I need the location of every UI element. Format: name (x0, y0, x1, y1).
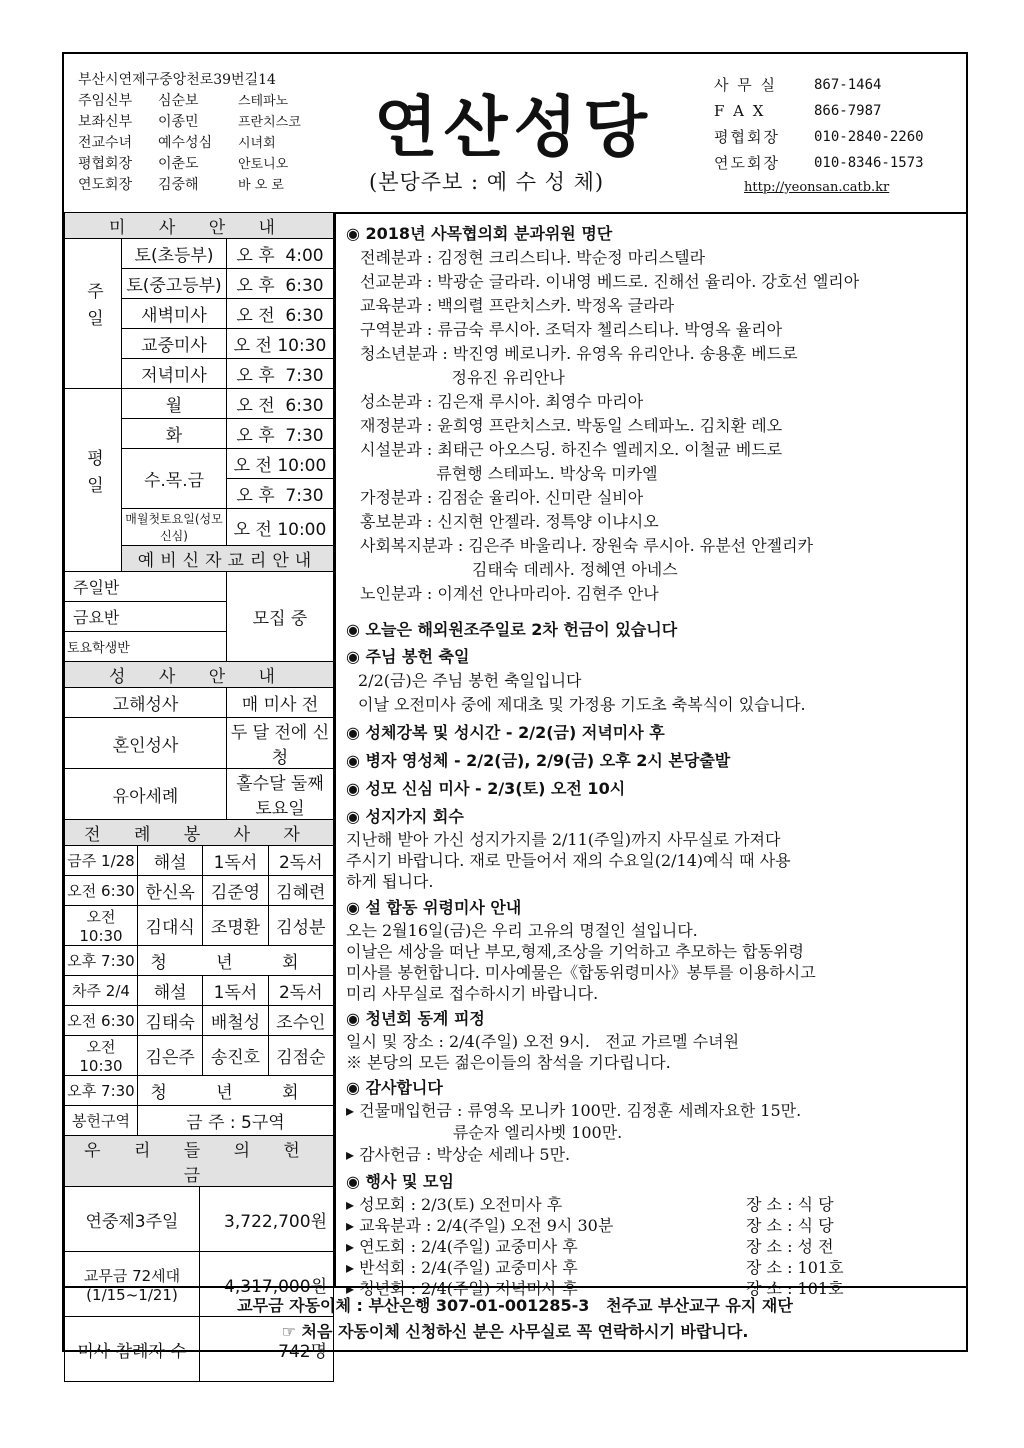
staff-row: 보좌신부 이종민 프란치스코 (78, 114, 301, 130)
notice-retreat-title: ◉ 청년회 동계 피정 (346, 1009, 485, 1028)
events-list (346, 1194, 844, 1299)
footer-notice: ☞ 처음 자동이체 신청하신 분은 사무실로 꼭 연락하시기 바랍니다. (281, 1322, 749, 1341)
footer-bank-info: 교무금 자동이체 : 부산은행 307-01-001285-3 천주교 부산교구 유지 재단 (237, 1296, 793, 1315)
list-item: ▸ 성모회 : 2/3(토) 오전미사 후 장 소 : 식 당 (346, 1195, 834, 1214)
notice-palm-title: ◉ 성지가지 회수 (346, 807, 464, 826)
table-row: 오전 6:30 김태숙 배철성 조수인 (65, 1006, 334, 1036)
table-row: 교무금 72세대 (1/15~1/21) 4,317,000원 (65, 1252, 334, 1317)
offering-table (64, 1186, 334, 1382)
table-row: 새벽미사 오 전 6:30 (65, 299, 334, 329)
address-block (78, 70, 328, 196)
list-item: 청소년분과 : 박진영 베로니카. 유영옥 유리안나. 송용훈 베드로 (360, 344, 798, 363)
list-item: ▸ 연도회 : 2/4(주일) 교중미사 후 장 소 : 성 전 (346, 1237, 834, 1256)
footer (64, 1286, 966, 1350)
table-row: 주일반 모집 중 (65, 572, 334, 602)
sacrament-section-title: 성 사 안 내 (65, 662, 334, 688)
header (64, 54, 966, 214)
table-row: 오 후 7:30 (65, 479, 334, 509)
table-row: 평일 월 오 전 6:30 (65, 389, 334, 419)
committee-section (346, 222, 859, 606)
table-row: 미사 참례자 수 742명 (65, 1317, 334, 1382)
staff-row: 연도회장 김중해 바 오 로 (78, 177, 284, 193)
table-row: 저녁미사 오 후 7:30 (65, 359, 334, 389)
notice-overseas-aid: ◉ 오늘은 해외원조주일로 2차 헌금이 있습니다 (346, 620, 678, 639)
list-item: 성소분과 : 김은재 루시아. 최영수 마리아 (360, 392, 644, 411)
notice-presentation-title: ◉ 주님 봉헌 축일 (346, 647, 470, 666)
schedule-table (64, 212, 334, 846)
sunday-label: 주일 (65, 239, 122, 389)
list-item: 가정분과 : 김점순 율리아. 신미란 실비아 (360, 488, 644, 507)
page-title: 연산성당 (374, 89, 654, 166)
website-link[interactable]: http://yeonsan.catb.kr (744, 180, 890, 195)
table-row: 토(중고등부) 오 후 6:30 (65, 269, 334, 299)
notice-memorial-body: 오는 2월16일(금)은 우리 고유의 명절인 설입니다. 이날은 세상을 떠난 부모,형제,조상을 기억하고 추모하는 합동위령 미사를 봉헌합니다. 미사예물은《합동위령미사》봉투를 이용하시고 미리 사무실로 접수하시기 바랍니다. (346, 921, 816, 1003)
table-row: 금주 1/28 해설 1독서 2독서 (65, 846, 334, 876)
table-row: 오전10:30 김은주 송진호 김점순 (65, 1036, 334, 1076)
contact-row: F A X 866-7987 (714, 102, 882, 120)
table-row: 수.목.금 오 전 10:00 (65, 449, 334, 479)
contact-row: 연도회장 010-8346-1573 (714, 154, 924, 172)
list-item: 구역분과 : 류금숙 루시아. 조덕자 첼리스티나. 박영옥 율리아 (360, 320, 783, 339)
staff-row: 주임신부 심순보 스테파노 (78, 93, 289, 109)
table-row: 연중제3주일 3,722,700원 (65, 1187, 334, 1252)
catechism-status: 모집 중 (227, 572, 334, 662)
table-row: 주일 토(초등부) 오 후 4:00 (65, 239, 334, 269)
contact-row: 평협회장 010-2840-2260 (714, 128, 924, 146)
list-item: 교육분과 : 백의렬 프란치스카. 박정옥 글라라 (360, 296, 675, 315)
notice-marian-mass: ◉ 성모 신심 미사 - 2/3(토) 오전 10시 (346, 779, 626, 798)
notice-presentation-body: 2/2(금)은 주님 봉헌 축일입니다 이날 오전미사 중에 제대초 및 가정용 기도초 축복식이 있습니다. (358, 671, 806, 714)
contact-row: 사 무 실 867-1464 (714, 76, 882, 94)
right-column (336, 212, 964, 1298)
weekday-label: 평일 (65, 389, 122, 572)
table-row: 차주 2/4 해설 1독서 2독서 (65, 976, 334, 1006)
notice-sick-communion: ◉ 병자 영성체 - 2/2(금), 2/9(금) 오후 2시 본당출발 (346, 751, 731, 770)
liturgy-table (64, 845, 334, 1187)
table-row: 오후 7:30 청 년 회 (65, 946, 334, 976)
mass-section-title: 미 사 안 내 (65, 213, 334, 239)
list-item: 노인분과 : 이계선 안나마리아. 김현주 안나 (360, 584, 659, 603)
offering-section-title: 우 리 들 의 헌 금 (65, 1136, 334, 1187)
liturgy-section-title: 전 례 봉 사 자 (65, 820, 334, 846)
contact-list (714, 72, 964, 176)
bulletin-page (62, 52, 968, 1362)
list-item: ▸ 청년회 : 2/4(주일) 저녁미사 후 장 소 : 101호 (346, 1279, 844, 1298)
left-column (64, 212, 336, 1362)
list-item: ▸ 교육분과 : 2/4(주일) 오전 9시 30분 장 소 : 식 당 (346, 1216, 834, 1235)
catechism-section-title: 예비신자교리안내 (122, 546, 334, 572)
list-item: ▸ 반석회 : 2/4(주일) 교중미사 후 장 소 : 101호 (346, 1258, 844, 1277)
notice-thanks-title: ◉ 감사합니다 (346, 1078, 443, 1097)
table-row: 교중미사 오 전 10:30 (65, 329, 334, 359)
staff-row: 전교수녀 예수성심 시녀회 (78, 135, 276, 151)
table-row: 고해성사 매 미사 전 (65, 688, 334, 718)
list-item: 시설분과 : 최태근 아오스딩. 하진수 엘레지오. 이철균 베드로 (360, 440, 783, 459)
list-item: 홍보분과 : 신지현 안젤라. 정특양 이냐시오 (360, 512, 659, 531)
table-row: 토요학생반 (65, 632, 334, 662)
notice-retreat-body: 일시 및 장소 : 2/4(주일) 오전 9시. 전교 가르멜 수녀원 ※ 본당의 모든 젊은이들의 참석을 기다립니다. (346, 1032, 740, 1072)
address: 부산시연제구중앙천로39번길14 (78, 72, 276, 88)
list-item: 김태숙 데레사. 정혜연 아네스 (360, 560, 678, 579)
table-row: 매월첫토요일(성모신심) 오 전 10:00 (65, 509, 334, 546)
list-item: 선교분과 : 박광순 글라라. 이내영 베드로. 진해선 율리아. 강호선 엘리아 (360, 272, 860, 291)
notice-thanks-body: ▸ 건물매입헌금 : 류영옥 모니카 100만. 김정훈 세례자요한 15만. 류순자 엘리사벳 100만. ▸ 감사헌금 : 박상순 세레나 5만. (346, 1101, 802, 1164)
committee-title: ◉ 2018년 사목협의회 분과위원 명단 (346, 224, 613, 243)
table-row: 혼인성사 두 달 전에 신청 (65, 718, 334, 769)
events-title: ◉ 행사 및 모임 (346, 1172, 454, 1191)
list-item: 류현행 스테파노. 박상욱 미카엘 (360, 464, 658, 483)
table-row: 금요반 (65, 602, 334, 632)
table-row: 오후 7:30 청 년 회 (65, 1076, 334, 1106)
list-item: 사회복지분과 : 김은주 바울리나. 장원숙 루시아. 유분선 안젤리카 (360, 536, 814, 555)
page-subtitle: (본당주보 : 예 수 성 체) (369, 170, 605, 194)
table-row: 오전 6:30 한신옥 김준영 김혜련 (65, 876, 334, 906)
notice-palm-body: 지난해 받아 가신 성지가지를 2/11(주일)까지 사무실로 가져다 주시기 바랍니다. 재로 만들어서 재의 수요일(2/14)예식 때 사용 하게 됩니다. (346, 830, 791, 891)
list-item: 정유진 유리안나 (360, 368, 565, 387)
offering-area: 금 주 : 5구역 (138, 1106, 334, 1136)
table-row: 봉헌구역 금 주 : 5구역 (65, 1106, 334, 1136)
notices (346, 618, 844, 1299)
staff-row: 평협회장 이춘도 안토니오 (78, 156, 289, 172)
notice-memorial-title: ◉ 설 합동 위령미사 안내 (346, 898, 522, 917)
table-row: 유아세례 홀수달 둘째 토요일 (65, 769, 334, 820)
list-item: 전례분과 : 김정현 크리스티나. 박순정 마리스텔라 (360, 248, 706, 267)
committee-list (346, 246, 859, 606)
notice-adoration: ◉ 성체강복 및 성시간 - 2/2(금) 저녁미사 후 (346, 723, 665, 742)
table-row: 화 오 후 7:30 (65, 419, 334, 449)
table-row: 오전10:30 김대식 조명환 김성분 (65, 906, 334, 946)
list-item: 재정분과 : 윤희영 프란치스코. 박동일 스테파노. 김치환 레오 (360, 416, 783, 435)
